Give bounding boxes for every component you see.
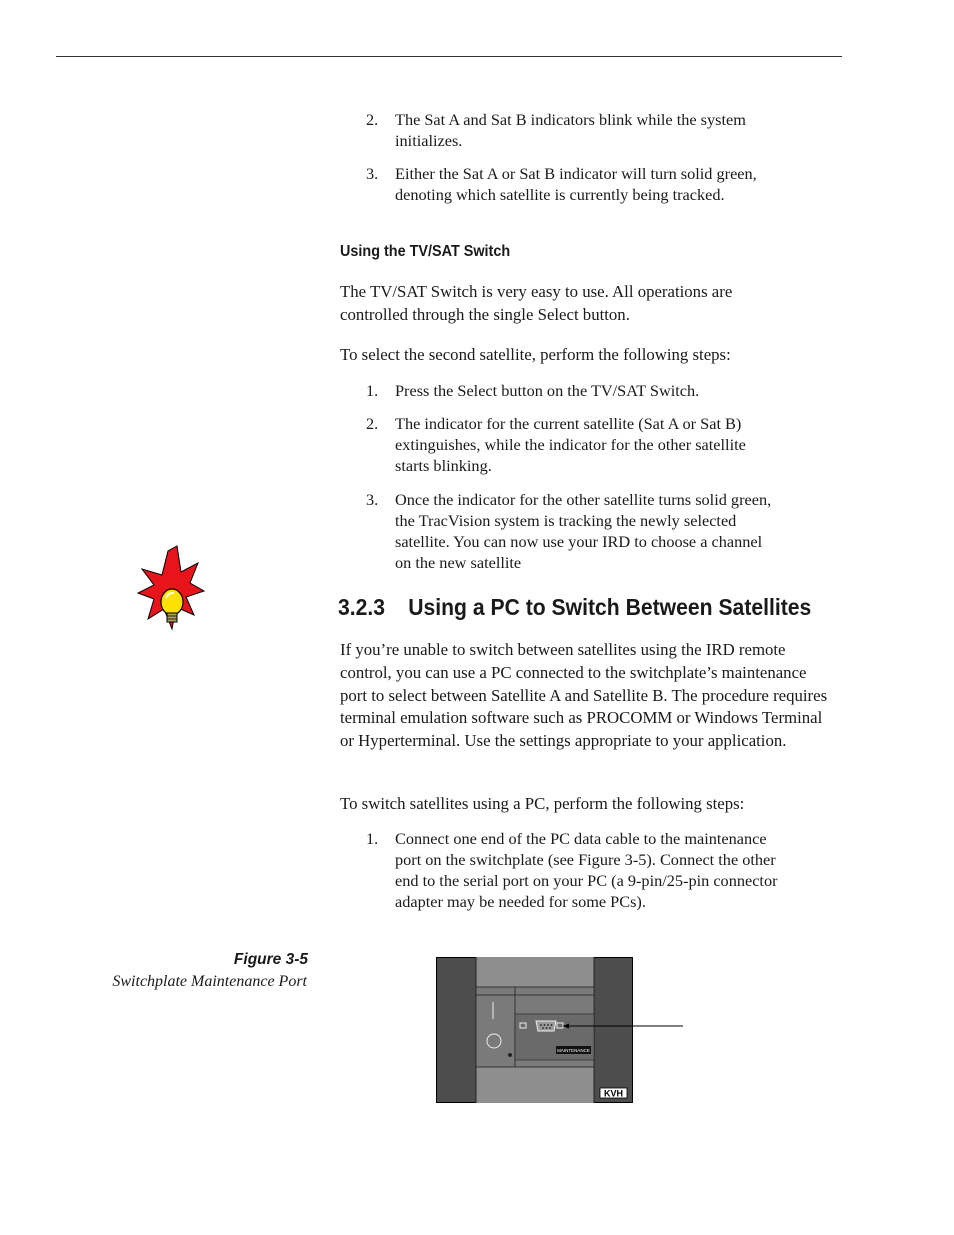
lightbulb-tip-icon — [136, 545, 206, 631]
step-number: 2. — [366, 414, 379, 433]
header-rule — [56, 56, 842, 57]
step-text: Press the Select button on the TV/SAT Switch. — [395, 381, 700, 400]
list-item — [366, 413, 786, 476]
list-item — [366, 489, 786, 573]
switchplate-figure — [436, 957, 686, 1105]
figure-caption: Switchplate Maintenance Port — [112, 973, 307, 990]
section-heading — [338, 594, 811, 621]
list-item — [366, 163, 786, 205]
step-text: The Sat A and Sat B indicators blink while the system initializes. — [395, 110, 746, 150]
list-item — [366, 109, 786, 151]
step-text: The indicator for the current satellite (Sat A or Sat B) extinguishes, while the indicator for the other satellite starts blinking. — [395, 414, 746, 475]
step-number: 2. — [366, 110, 379, 129]
subsection-heading: Using the TV/SAT Switch — [340, 243, 511, 260]
maintenance-port-label: MAINTENANCE — [557, 1048, 590, 1053]
section-number: 3.2.3 — [338, 594, 386, 620]
kvh-logo: KVH — [603, 1088, 624, 1099]
step-text: Either the Sat A or Sat B indicator will turn solid green, denoting which satellite is currently being tracked. — [395, 164, 757, 204]
list-item — [366, 380, 786, 401]
step-number: 3. — [366, 164, 379, 183]
paragraph: To switch satellites using a PC, perform the following steps: — [340, 794, 745, 813]
step-text: Once the indicator for the other satellite turns solid green, the TracVision system is tracking the newly selected satellite. You can now use your IRD to choose a channel on the new satellite — [395, 490, 772, 572]
list-item — [366, 828, 786, 912]
step-number: 1. — [366, 829, 379, 848]
step-text: Connect one end of the PC data cable to the maintenance port on the switchplate (see Figure 3-5). Connect the other end to the serial port on your PC (a 9-pin/25-pin connector adapter may be needed for some PCs). — [395, 829, 778, 911]
paragraph: The TV/SAT Switch is very easy to use. All operations are controlled through the single Select button. — [340, 282, 733, 324]
section-title: Using a PC to Switch Between Satellites — [408, 594, 812, 620]
step-number: 1. — [366, 381, 379, 400]
paragraph: To select the second satellite, perform the following steps: — [340, 345, 731, 364]
figure-label: Figure 3-5 — [233, 951, 308, 968]
step-number: 3. — [366, 490, 379, 509]
paragraph: If you’re unable to switch between satellites using the IRD remote control, you can use a PC connected to the switchplate’s maintenance port to select between Satellite A and Satellite B. The procedure requires terminal emulation software such as PROCOMM or Windows Terminal or Hyperterminal. Use the settings appropriate to your application. — [340, 640, 828, 751]
